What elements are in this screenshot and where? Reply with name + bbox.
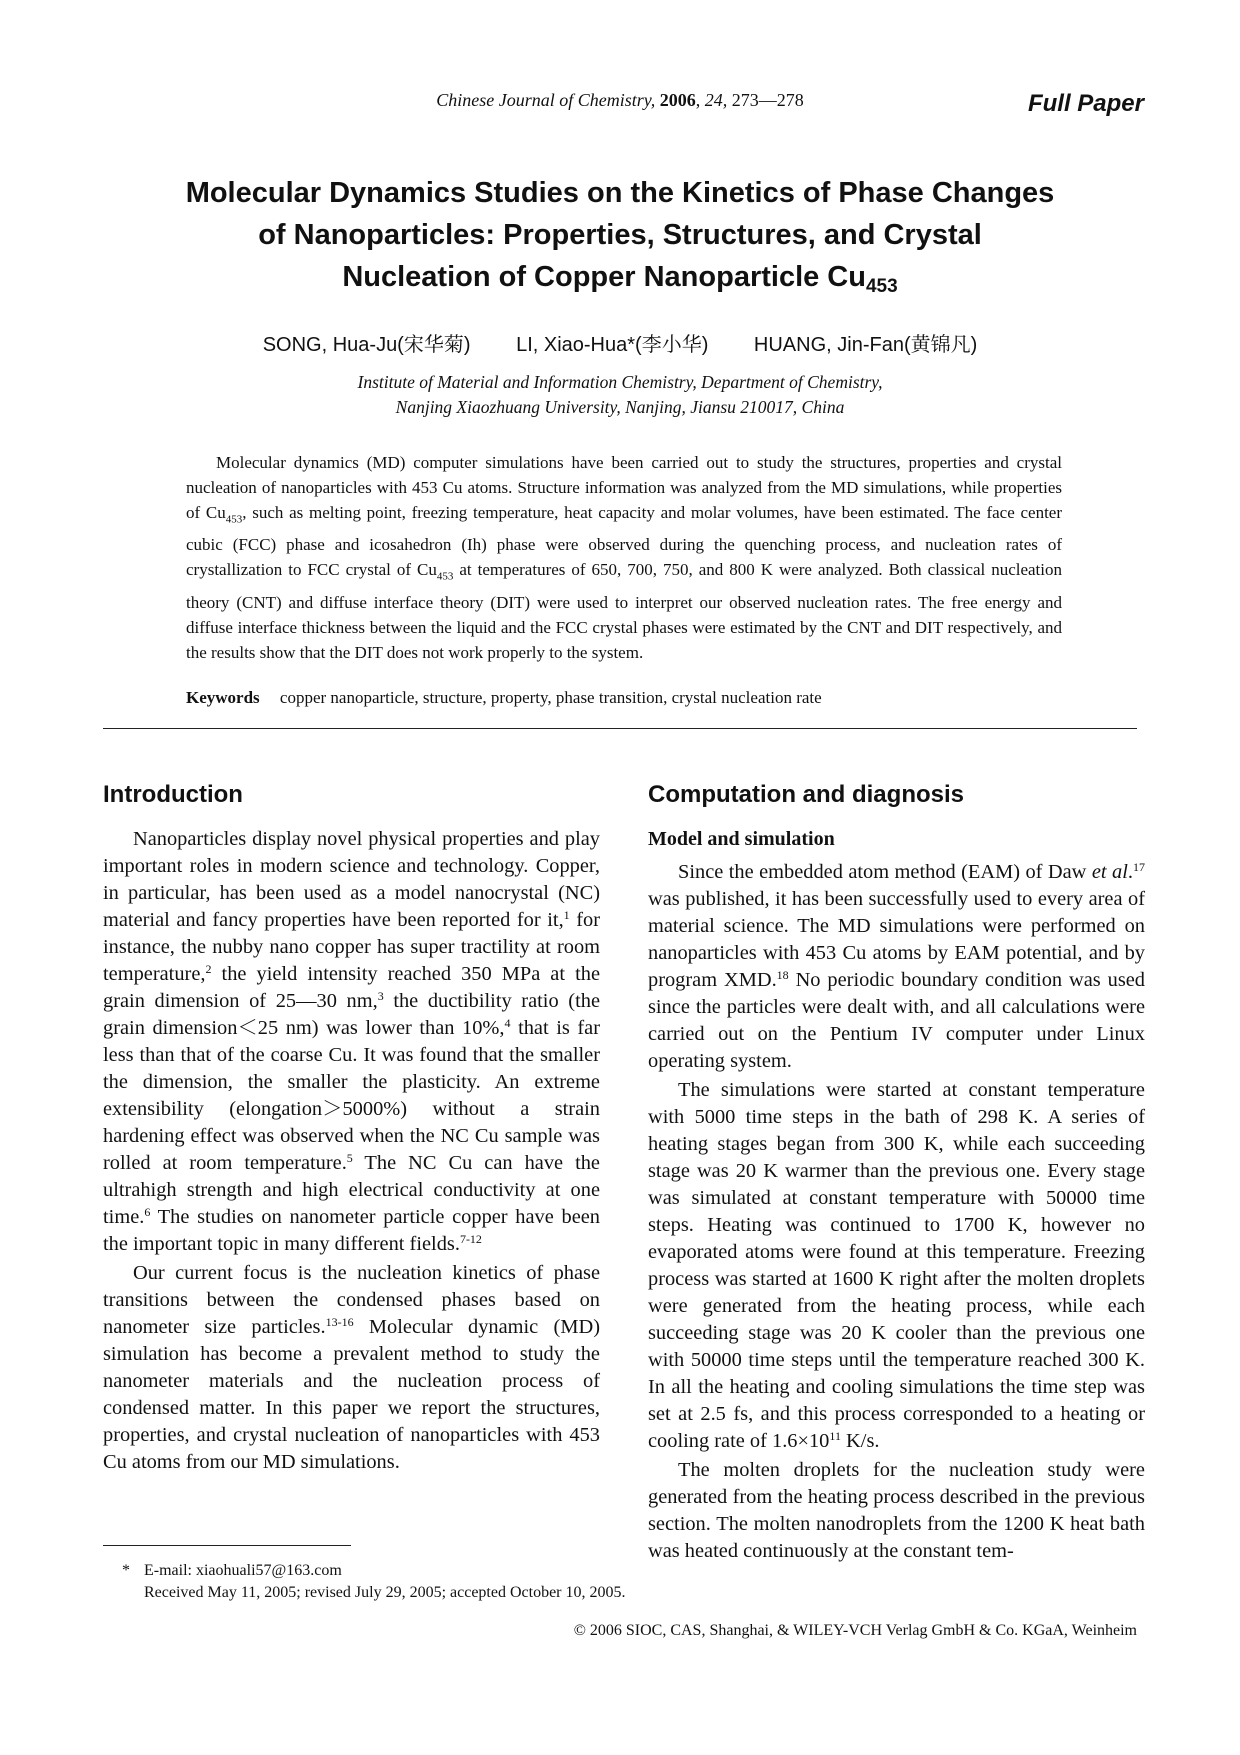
abstract-part-1: Molecular dynamics (MD) computer simulations have been carried out to study the structures, properties and crystal nucleation of nanoparticles with 453 Cu atoms. Structure information was analyzed from the MD simulations, while properties of Cu	[186, 453, 1062, 522]
exponent: 11	[829, 1429, 841, 1443]
computation-paragraph-3: The molten droplets for the nucleation study were generated from the heating process described in the previous section. The molten nanodroplets from the 1200 K heat bath was heated continuously at the constant tem-	[648, 1459, 1145, 1562]
ref-citation: 17	[1133, 860, 1145, 874]
footnote-divider	[103, 1545, 351, 1546]
intro-paragraph-1	[103, 826, 600, 1258]
footnote-received: Received May 11, 2005; revised July 29, 2005; accepted October 10, 2005.	[144, 1584, 626, 1601]
paper-title	[160, 172, 1080, 308]
computation-paragraph-1	[648, 859, 1145, 1075]
journal-volume: 24,	[704, 90, 728, 110]
intro-p1-text-c: the yield intensity reached 350 MPa at the grain dimension of 25—30 nm,	[103, 963, 600, 1012]
comp-p1-text-c: was published, it has been successfully used to every area of material science. The MD simulations were performed on nanoparticles with 453 Cu atoms by EAM potential, and by program XMD.	[648, 888, 1145, 991]
journal-pages: 273—278	[731, 90, 804, 110]
ref-citation: 18	[776, 968, 789, 982]
intro-heading: Introduction	[103, 781, 243, 808]
intro-p1-text-g: The studies on nanometer particle copper have been the important topic in many different fields.	[103, 1206, 600, 1255]
computation-heading: Computation and diagnosis	[648, 781, 964, 808]
abstract-subscript-1: 453	[225, 513, 243, 526]
keywords	[186, 688, 1062, 708]
ref-citation: 1	[563, 908, 570, 922]
copyright-notice: © 2006 SIOC, CAS, Shanghai, & WILEY-VCH Verlag GmbH & Co. KGaA, Weinheim	[573, 1622, 1137, 1639]
right-column	[648, 780, 1145, 1567]
footnote	[122, 1560, 626, 1604]
ref-citation: 7-12	[459, 1232, 482, 1246]
affiliation	[0, 370, 1240, 420]
keywords-text: copper nanoparticle, structure, property, phase transition, crystal nucleation rate	[279, 688, 822, 707]
title-line-3	[160, 256, 1080, 308]
author-list	[0, 328, 1240, 357]
author-3: HUANG, Jin-Fan(黄锦凡)	[753, 334, 978, 356]
ref-citation: 13-16	[325, 1315, 354, 1329]
ref-citation: 3	[377, 989, 384, 1003]
abstract-part-2: , such as melting point, freezing temperature, heat capacity and molar volumes, have been estimated. The face center cubic (FCC) phase and icosahedron (Ih) phase were observed during the quenching process, and nucleation rates of crystallization to FCC crystal of Cu	[186, 503, 1063, 580]
header-divider	[103, 728, 1137, 729]
footnote-email: E-mail: xiaohuali57@163.com	[144, 1562, 342, 1579]
abstract-subscript-2: 453	[436, 570, 454, 583]
title-line-2: of Nanoparticles: Properties, Structures, and Crystal	[258, 219, 982, 251]
journal-citation: Chinese Journal of Chemistry, 2006, 24, 273—278	[436, 90, 804, 110]
comp-p1-text-b: .	[1127, 861, 1133, 883]
model-subheading: Model and simulation	[648, 828, 835, 850]
ref-citation: 2	[205, 962, 212, 976]
title-line-3-main: Nucleation of Copper Nanoparticle Cu	[342, 261, 866, 293]
intro-p2-text-a: Our current focus is the nucleation kinetics of phase transitions between the condensed phases based on nanometer size particles.	[103, 1262, 600, 1338]
ref-citation: 4	[504, 1016, 511, 1030]
intro-p1-text-d: the ductibility ratio (the grain dimension＜25 nm) was lower than 10%,	[103, 990, 600, 1039]
ref-citation: 5	[346, 1151, 353, 1165]
journal-name: Chinese Journal of Chemistry,	[436, 90, 656, 110]
keywords-label: Keywords	[186, 688, 260, 707]
computation-paragraph-2	[648, 1077, 1145, 1455]
footnote-star: *	[122, 1562, 130, 1579]
article-type: Full Paper	[1027, 90, 1144, 117]
affiliation-line-2: Nanjing Xiaozhuang University, Nanjing, Jiansu 210017, China	[395, 397, 845, 417]
intro-paragraph-2	[103, 1260, 600, 1476]
abstract	[186, 450, 1062, 665]
journal-year: 2006	[659, 90, 696, 110]
ref-citation: 6	[144, 1205, 151, 1219]
author-1: SONG, Hua-Ju(宋华菊)	[262, 334, 471, 356]
title-line-1: Molecular Dynamics Studies on the Kinetics of Phase Changes	[185, 177, 1055, 209]
comp-p1-text-a: Since the embedded atom method (EAM) of Daw	[678, 861, 1092, 883]
title-subscript: 453	[865, 276, 898, 297]
intro-p1-text-a: Nanoparticles display novel physical properties and play important roles in modern science and technology. Copper, in particular, has been used as a model nanocrystal (NC) material and fancy properties have been reported for it,	[103, 828, 600, 931]
intro-p1-text-b: for instance, the nubby nano copper has super tractility at room temperature,	[103, 909, 601, 985]
comp-p2-text-a: The simulations were started at constant temperature with 5000 time steps in the bath of 298 K. A series of heating stages began from 300 K, while each succeeding stage was 20 K warmer than the previous one. Every stage was simulated at constant temperature with 50000 time steps. Heating was continued to 1700 K, however no evaporated atoms were found at this temperature. Freezing process was started at 1600 K right after the molten droplets were generated from the heating process, while each succeeding stage was 20 K cooler than the previous one with 50000 time steps until the temperature reached 300 K. In all the heating and cooling simulations the time step was set at 2.5 fs, and this process corresponded to a heating or cooling rate of 1.6×10	[648, 1079, 1145, 1452]
intro-p1-text-f: The NC Cu can have the ultrahigh strength and high electrical conductivity at one time.	[103, 1152, 600, 1228]
intro-p1-text-e: that is far less than that of the coarse Cu. It was found that the smaller the dimension, the smaller the plasticity. An extreme extensibility (elongation＞5000%) without a strain hardening effect was observed when the NC Cu sample was rolled at room temperature.	[103, 1017, 600, 1174]
comp-p2-text-b: K/s.	[840, 1430, 880, 1452]
abstract-part-3: at temperatures of 650, 700, 750, and 800 K were analyzed. Both classical nucleation theory (CNT) and diffuse interface theory (DIT) were used to interpret our observed nucleation rates. The free energy and diffuse interface thickness between the liquid and the FCC crystal phases were estimated by the CNT and DIT respectively, and the results show that the DIT does not work properly to the system.	[186, 560, 1063, 662]
footnote-email-line	[122, 1560, 626, 1582]
left-column	[103, 780, 600, 1478]
intro-p2-text-b: Molecular dynamic (MD) simulation has become a prevalent method to study the nanometer materials and the nucleation process of condensed matter. In this paper we report the structures, properties, and crystal nucleation of nanoparticles with 453 Cu atoms from our MD simulations.	[103, 1316, 600, 1473]
comp-p1-etal: et al	[1091, 861, 1128, 883]
author-2: LI, Xiao-Hua*(李小华)	[516, 334, 709, 356]
comp-p1-text-d: No periodic boundary condition was used since the particles were dealt with, and all calculations were carried out on the Pentium IV computer under Linux operating system.	[648, 969, 1145, 1072]
affiliation-line-1: Institute of Material and Information Chemistry, Department of Chemistry,	[357, 372, 883, 392]
